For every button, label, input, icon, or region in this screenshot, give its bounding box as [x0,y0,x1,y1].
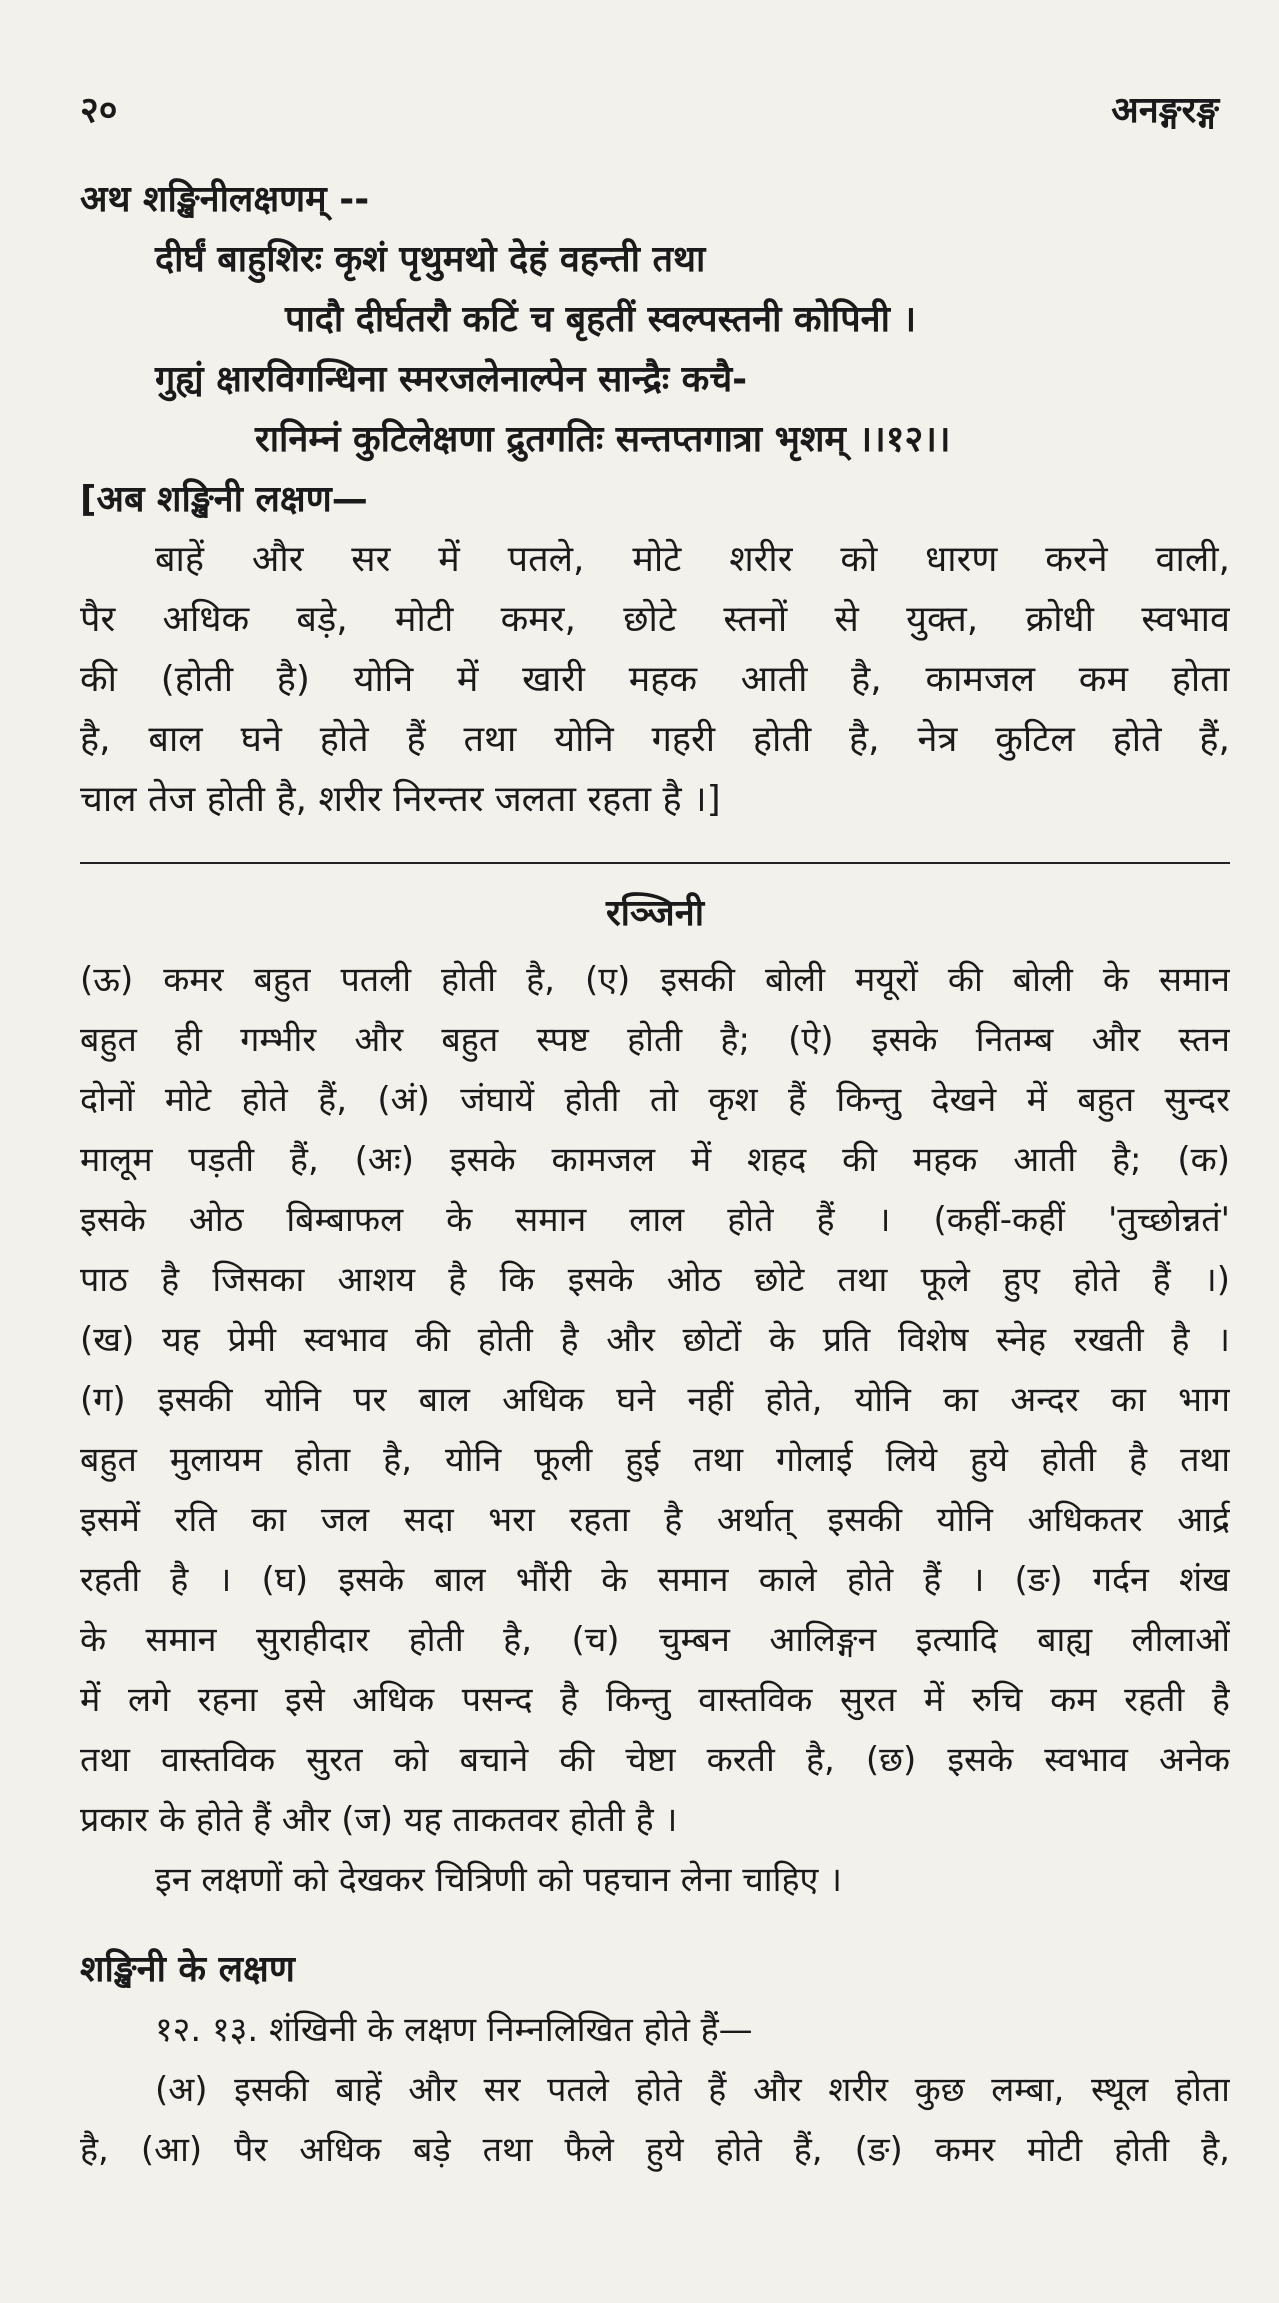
hindi-line-5: चाल तेज होती है, शरीर निरन्तर जलता रहता है ।] [80,779,721,820]
ranjini-line-5: इसके ओठ बिम्बाफल के समान लाल होते हैं । (कहीं-कहीं 'तुच्छोन्नतं' [80,1200,1230,1240]
page-number: २० [80,89,118,131]
ranjini-line-14: तथा वास्तविक सुरत को बचाने की चेष्टा करती है, (छ) इसके स्वभाव अनेक [80,1740,1230,1780]
page-content [80,170,1230,2180]
features-line-1: (अ) इसकी बाहें और सर पतले होते हैं और शरीर कुछ लम्बा, स्थूल होता [155,2070,1230,2110]
features-line-2: है, (आ) पैर अधिक बड़े तथा फैले हुये होते हैं, (ङ) कमर मोटी होती है, [80,2130,1230,2170]
page-header [80,78,1219,138]
ranjini-line-6: पाठ है जिसका आशय है कि इसके ओठ छोटे तथा फूले हुए होते हैं ।) [80,1260,1230,1300]
ranjini-line-9: बहुत मुलायम होता है, योनि फूली हुई तथा गोलाई लिये हुये होती है तथा [80,1440,1230,1480]
ranjini-line-3: दोनों मोटे होते हैं, (अं) जंघायें होती तो कृश हैं किन्तु देखने में बहुत सुन्दर [80,1080,1230,1120]
ranjini-line-15: प्रकार के होते हैं और (ज) यह ताकतवर होती है । [80,1800,678,1840]
running-title: अनङ्गरङ्ग [1111,89,1219,131]
verse-line-1: दीर्घं बाहुशिरः कृशं पृथुमथो देहं वहन्ती तथा [155,239,706,280]
ranjini-line-7: (ख) यह प्रेमी स्वभाव की होती है और छोटों के प्रति विशेष स्नेह रखती है । [80,1320,1230,1360]
ranjini-line-10: इसमें रति का जल सदा भरा रहता है अर्थात् इसकी योनि अधिकतर आर्द्र [80,1500,1230,1540]
ranjini-title: रञ्जिनी [605,893,705,934]
features-heading: शङ्खिनी के लक्षण [80,1949,295,1990]
ranjini-line-8: (ग) इसकी योनि पर बाल अधिक घने नहीं होते, योनि का अन्दर का भाग [80,1380,1230,1420]
ranjini-line-1: (ऊ) कमर बहुत पतली होती है, (ए) इसकी बोली मयूरों की बोली के समान [80,960,1230,1000]
ranjini-line-11: रहती है । (घ) इसके बाल भौंरी के समान काले होते हैं । (ङ) गर्दन शंख [80,1560,1230,1600]
verse-line-3: गुह्यं क्षारविगन्धिना स्मरजलेनाल्पेन सान्द्रैः कचै- [155,359,748,400]
ranjini-line-12: के समान सुराहीदार होती है, (च) चुम्बन आलिङ्गन इत्यादि बाह्य लीलाओं [80,1620,1230,1660]
ranjini-line-2: बहुत ही गम्भीर और बहुत स्पष्ट होती है; (ऐ) इसके नितम्ब और स्तन [80,1020,1230,1060]
ranjini-line-13: में लगे रहना इसे अधिक पसन्द है किन्तु वास्तविक सुरत में रुचि कम रहती है [80,1680,1230,1720]
hindi-line-2: पैर अधिक बड़े, मोटी कमर, छोटे स्तनों से युक्त, क्रोधी स्वभाव [80,599,1230,640]
section-divider [80,862,1230,864]
hindi-line-1: बाहें और सर में पतले, मोटे शरीर को धारण करने वाली, [155,539,1230,580]
hindi-line-3: की (होती है) योनि में खारी महक आती है, कामजल कम होता [80,659,1230,700]
ranjini-line-4: मालूम पड़ती हैं, (अः) इसके कामजल में शहद की महक आती है; (क) [80,1140,1230,1180]
spacer [80,1910,1230,1940]
features-intro: १२. १३. शंखिनी के लक्षण निम्नलिखित होते हैं— [155,2010,753,2050]
verse-line-4: रानिम्नं कुटिलेक्षणा द्रुतगतिः सन्तप्तगात्रा भृशम् ।।१२।। [255,419,951,460]
ranjini-closing: इन लक्षणों को देखकर चित्रिणी को पहचान लेना चाहिए । [155,1860,843,1900]
hindi-line-4: है, बाल घने होते हैं तथा योनि गहरी होती है, नेत्र कुटिल होते हैं, [80,719,1230,760]
sanskrit-heading: अथ शङ्खिनीलक्षणम् -- [80,179,370,220]
hindi-heading: [अब शङ्खिनी लक्षण— [80,479,368,520]
verse-line-2: पादौ दीर्घतरौ कटिं च बृहतीं स्वल्पस्तनी कोपिनी । [285,299,917,340]
